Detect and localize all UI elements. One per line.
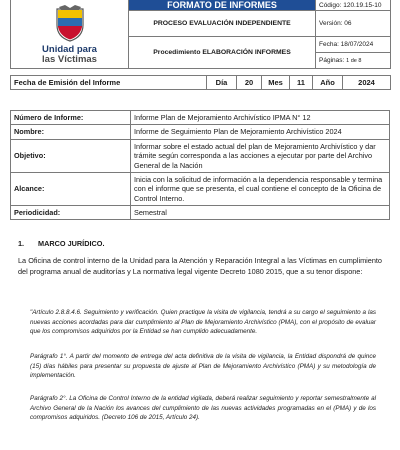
document-header (10, 0, 391, 69)
section-number: 1. (18, 239, 25, 248)
report-name-value: Informe de Seguimiento Plan de Mejoramiento Archivístico 2024 (131, 125, 390, 140)
logo-cell (11, 0, 129, 69)
logo-line-2: las Víctimas (42, 53, 97, 65)
quote-paragraph-1: Parágrafo 1°. A partir del momento de entrega del acta definitiva de la visita de vigilancia, la Entidad dispondrá de quince (15) días hábiles para presentar su propuesta de ajuste al Plan de Mejoramiento Archivístico (PMA) y su metodología de implementación. (30, 353, 376, 380)
report-number-value: Informe Plan de Mejoramiento Archivístico IPMA N° 12 (131, 111, 390, 125)
page-count (316, 53, 391, 69)
quote-article: "Artículo 2.8.8.4.6. Seguimiento y verificación. Quien practique la visita de vigilancia, tendrá a su cargo el seguimiento a las nuevas acciones acordadas para dar cumplimiento al Plan de Mejoramiento Archivístico (PMA), con el propósito de evaluar que los compromisos adquiridos por la Entidad se han cumplido adecuadamente. (30, 309, 376, 336)
report-info-table (10, 110, 390, 220)
scope-value: Inicia con la solicitud de información a la dependencia responsable y termina con el informe que se presenta, el cual contiene el concepto de la Oficina de Control Interno. (131, 173, 390, 206)
month-label: Mes (262, 76, 290, 90)
section-heading (18, 239, 104, 248)
emission-date-row (10, 75, 391, 90)
year-value: 2024 (343, 76, 391, 90)
document-version: Versión: 06 (316, 11, 391, 37)
year-label: Año (313, 76, 343, 90)
document-code: Código: 120.19.15-10 (316, 0, 391, 11)
month-value: 11 (290, 76, 313, 90)
day-label: Día (207, 76, 237, 90)
scope-label: Alcance: (11, 173, 131, 206)
objective-value: Informar sobre el estado actual del plan de Mejoramiento Archivístico y dar trámite según corresponda a las acciones a ejecutar por parte del Archivo General de la Nación (131, 140, 390, 173)
report-number-label: Número de Informe: (11, 111, 131, 125)
coat-of-arms-icon (53, 5, 87, 43)
intro-paragraph: La Oficina de control interno de la Unidad para la Atención y Reparación Integral a las Víctimas en cumplimiento del programa anual de auditorías y La normativa legal vigente Decreto 1080 2015, que a su tenor dispone: (18, 256, 382, 276)
document-date: Fecha: 18/07/2024 (316, 37, 391, 53)
unidad-victimas-logo (11, 0, 128, 65)
page-count-value: 1 de 8 (346, 58, 362, 64)
periodicity-label: Periodicidad: (11, 206, 131, 220)
logo-line-1: Unidad para (42, 43, 97, 55)
report-name-label: Nombre: (11, 125, 131, 140)
page-count-label: Páginas: (319, 57, 347, 64)
objective-label: Objetivo: (11, 140, 131, 173)
procedure-name: Procedimiento ELABORACIÓN INFORMES (129, 37, 316, 69)
format-title: FORMATO DE INFORMES (129, 0, 316, 11)
periodicity-value: Semestral (131, 206, 390, 220)
process-name: PROCESO EVALUACIÓN INDEPENDIENTE (129, 11, 316, 37)
day-value: 20 (237, 76, 262, 90)
quote-paragraph-2: Parágrafo 2°. La Oficina de Control Interno de la entidad vigilada, deberá realizar seguimiento y reportar semestralmente al Archivo General de la Nación los avances del cumplimiento de las nuevas actividades programadas en el (PMA) y de los compromisos adquiridos. (Decreto 106 de 2015, Artículo 24). (30, 395, 376, 422)
emission-date-label: Fecha de Emisión del Informe (11, 76, 207, 90)
section-title: MARCO JURÍDICO. (38, 239, 105, 248)
